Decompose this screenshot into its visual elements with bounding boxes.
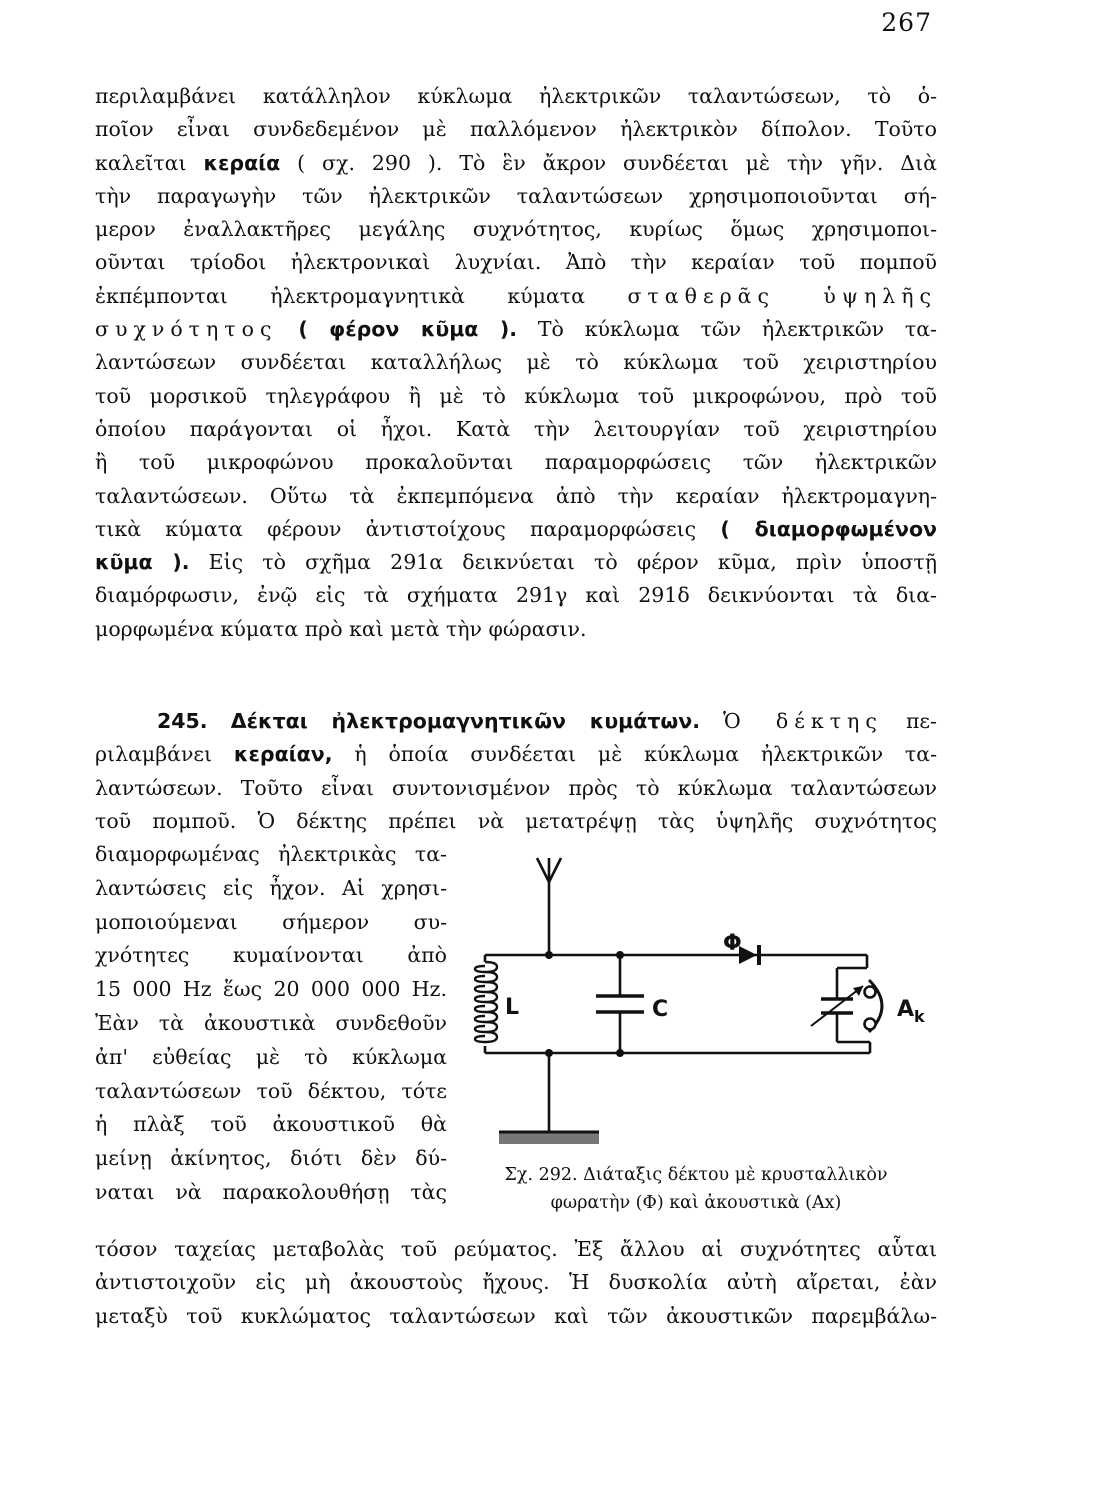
caption-line: φωρατὴν (Φ) καὶ ἀκουστικὰ (Αx) — [550, 1193, 842, 1213]
headphone-terminal-bottom — [865, 1019, 876, 1030]
label-headphones: $A_k$ — [897, 997, 925, 1026]
circuit-diagram — [465, 850, 935, 1150]
coil-inductor — [475, 962, 497, 1042]
text-line: ἀπ' εὐθείας μὲ τὸ κύκλωμα — [95, 1044, 447, 1069]
text-line: μοποιούμεναι σήμερον συ- — [95, 909, 447, 934]
term-keraia: κεραία — [203, 150, 281, 175]
emphasis-spaced: συχνότητος — [95, 317, 278, 342]
text-line: τοῦ μορσικοῦ τηλεγράφου ἢ μὲ τὸ κύκλωμα τοῦ μικροφώνου, πρὸ τοῦ — [95, 383, 937, 408]
label-detector: Φ — [723, 931, 742, 956]
text-line: κῦμα ). Εἰς τὸ σχῆμα 291α δεικνύεται τὸ φέρον κῦμα, πρὶν ὑποστῇ — [95, 550, 938, 575]
antenna-arm-left — [537, 858, 549, 882]
section-245 — [95, 705, 937, 838]
text-line: περιλαμβάνει κατάλληλον κύκλωμα ἠλεκτρικῶν ταλαντώσεων, τὸ ὁ- — [95, 84, 937, 108]
text-line: μερον ἐναλλακτῆρες μεγάλης συχνότητος, κυρίως ὅμως χρησιμοποι- — [95, 217, 937, 242]
text-line: τικὰ κύματα φέρουν ἀντιστοίχους παραμορφώσεις ( διαμορφωμένον — [95, 516, 937, 541]
text-line: τοῦ πομποῦ. Ὁ δέκτης πρέπει νὰ μετατρέψῃ τὰς ὑψηλῆς συχνότητος — [95, 808, 937, 833]
term-modulated-wave: ( διαμορφωμένον — [720, 516, 937, 541]
caption-line: Σχ. 292. Διάταξις δέκτου μὲ κρυσταλλικὸν — [504, 1165, 888, 1185]
text-line: ταλαντώσεων τοῦ δέκτου, τότε — [95, 1078, 447, 1103]
text-line: ριλαμβάνει κεραίαν, ἡ ὁποία συνδέεται μὲ κύκλωμα ἠλεκτρικῶν τα- — [95, 742, 937, 767]
text-line: διαμορφωμένας ἠλεκτρικὰς τα- — [95, 842, 447, 866]
text-line: καλεῖται κεραία ( σχ. 290 ). Τὸ ἓν ἄκρον συνδέεται μὲ τὴν γῆν. Διὰ — [95, 150, 937, 175]
section-heading-line: 245. Δέκται ἠλεκτρομαγνητικῶν κυμάτων. Ὁ δέκτης πε- — [157, 709, 937, 733]
text-line: ναται νὰ παρακολουθήσῃ τὰς — [95, 1179, 447, 1204]
figure-caption — [455, 1161, 937, 1217]
section-number: 245. — [157, 709, 208, 733]
page-number: 267 — [881, 8, 932, 37]
text-line: μορφωμένα κύματα πρὸ καὶ μετὰ τὴν φώρασιν. — [95, 616, 587, 641]
paragraph-closing — [95, 1233, 937, 1333]
text-line: λαντώσεων. Τοῦτο εἶναι συντονισμένον πρὸς τὸ κύκλωμα ταλαντώσεων — [95, 775, 937, 800]
paragraph-intro — [95, 80, 937, 646]
section-title: Δέκται ἠλεκτρομαγνητικῶν κυμάτων. — [230, 709, 700, 733]
ground-plate — [499, 1132, 599, 1144]
text-line: συχνότητος ( φέρον κῦμα ). Τὸ κύκλωμα τῶν ἠλεκτρικῶν τα- — [95, 317, 937, 342]
text-line: ποῖον εἶναι συνδεδεμένον μὲ παλλόμενον ἠλεκτρικὸν δίπολον. Τοῦτο — [95, 117, 937, 142]
text-line: λαντώσεων συνδέεται καταλλήλως μὲ τὸ κύκλωμα τοῦ χειριστηρίου — [95, 350, 937, 375]
text-line: 15 000 Hz ἕως 20 000 000 Hz. — [95, 977, 447, 1002]
text-line: μεταξὺ τοῦ κυκλώματος ταλαντώσεων καὶ τῶν ἀκουστικῶν παρεμβάλω- — [95, 1303, 937, 1328]
label-capacitor: C — [652, 997, 669, 1022]
emphasis-spaced: σταθερᾶς ὑψηλῆς — [627, 283, 938, 308]
term-carrier-wave: ( φέρον κῦμα ). — [298, 317, 518, 342]
text-line: χνότητες κυμαίνονται ἀπὸ — [95, 943, 447, 968]
text-line: ἀντιστοιχοῦν εἰς μὴ ἀκουστοὺς ἤχους. Ἡ δυσκολία αὐτὴ αἴρεται, ἐὰν — [95, 1270, 937, 1295]
term-keraian: κεραίαν, — [233, 742, 333, 767]
text-line: τόσον ταχείας μεταβολὰς τοῦ ρεύματος. Ἐξ ἄλλου αἱ συχνότητες αὗται — [95, 1237, 937, 1261]
text-line: ταλαντώσεων. Οὕτω τὰ ἐκπεμπόμενα ἀπὸ τὴν κεραίαν ἠλεκτρομαγνη- — [95, 483, 937, 508]
emphasis-spaced: Ὁ δέκτης — [723, 709, 883, 733]
text-line: οῦνται τρίοδοι ἠλεκτρονικαὶ λυχνίαι. Ἀπὸ τὴν κεραίαν τοῦ πομποῦ — [95, 250, 937, 275]
antenna-arm-right — [549, 858, 561, 882]
text-line: διαμόρφωσιν, ἐνῷ εἰς τὰ σχήματα 291γ καὶ 291δ δεικνύονται τὰ δια- — [95, 583, 937, 608]
text-line: Ἐὰν τὰ ἀκουστικὰ συνδεθοῦν — [95, 1010, 447, 1035]
text-line: τὴν παραγωγὴν τῶν ἠλεκτρικῶν ταλαντώσεων χρησιμοποιοῦνται σή- — [95, 183, 937, 208]
text-line: ἐκπέμπονται ἠλεκτρομαγνητικὰ κύματα σταθερᾶς ὑψηλῆς — [95, 283, 938, 308]
text-line: ἢ τοῦ μικροφώνου προκαλοῦνται παραμορφώσεις τῶν ἠλεκτρικῶν — [95, 450, 937, 475]
text-line: μείνῃ ἀκίνητος, διότι δὲν δύ- — [95, 1146, 447, 1171]
text-line: ὁποίου παράγονται οἱ ἦχοι. Κατὰ τὴν λειτουργίαν τοῦ χειριστηρίου — [95, 416, 937, 441]
text-line: ἡ πλὰξ τοῦ ἀκουστικοῦ θὰ — [95, 1112, 447, 1137]
headphone-terminal-top — [865, 987, 876, 998]
text-line: λαντώσεις εἰς ἦχον. Αἱ χρησι- — [95, 875, 447, 900]
narrow-column — [95, 838, 447, 1210]
label-coil: L — [505, 995, 520, 1020]
term-modulated-wave-end: κῦμα ). — [95, 550, 190, 575]
